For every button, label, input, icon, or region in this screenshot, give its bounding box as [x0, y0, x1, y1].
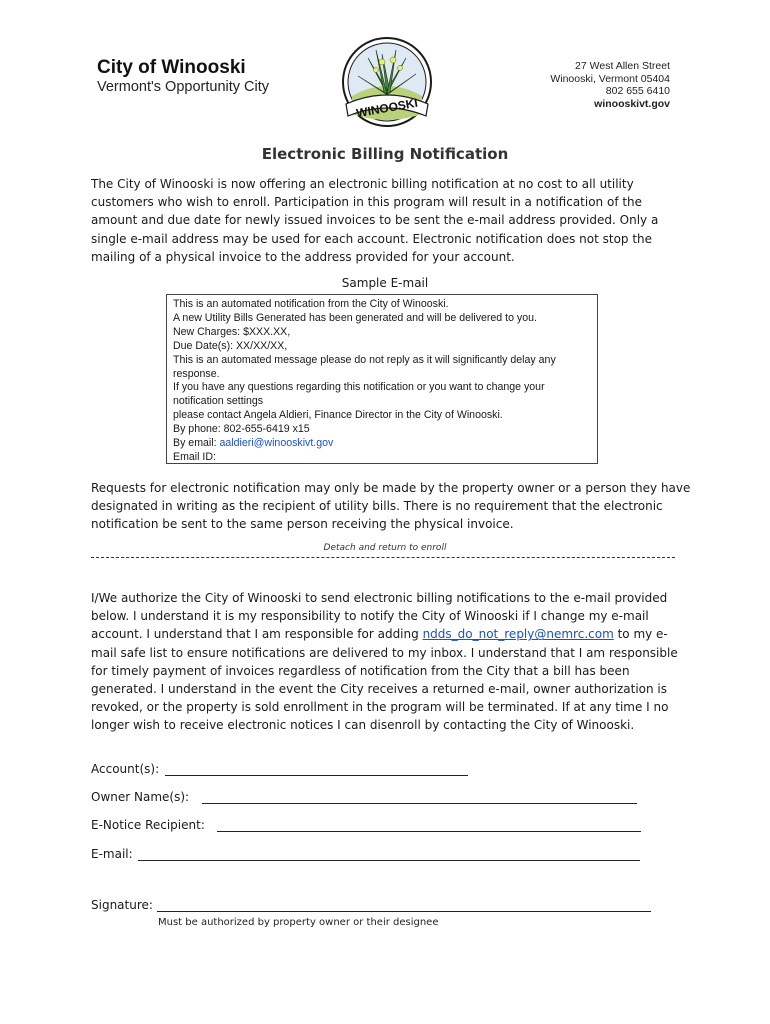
contact-email-link[interactable]: aaldieri@winooskivt.gov — [219, 437, 334, 450]
signature-input-line[interactable] — [157, 911, 651, 912]
city-seal-logo — [338, 36, 436, 128]
sample-line: A new Utility Bills Generated has been generated and will be delivered to you. — [173, 311, 537, 324]
org-name: City of Winooski — [97, 57, 246, 78]
authorization-text-2: to my e-mail safe list to ensure notifications are delivered to my inbox. I understand that I am responsible for timely payment of invoices regardless of notification from the City that a bill has been generated. I understand in the event the City receives a returned e-mail, owner authorization is revoked, or the property is sold enrollment in the program will be terminated. If at any time I no longer wish to receive electronic notices I can disenroll by contacting the City of Winooski. — [91, 627, 678, 733]
signature-field[interactable] — [91, 898, 653, 914]
accounts-field[interactable] — [91, 762, 471, 778]
requests-paragraph: Requests for electronic notification may only be made by the property owner or a person they have designated in writing as the recipient of utility bills. There is no requirement that the electronic notification be sent to the same person receiving the physical invoice. — [91, 481, 691, 532]
email-label: E-mail: — [91, 847, 133, 861]
sample-email-box — [166, 294, 598, 464]
sample-line: notification settings — [173, 395, 264, 408]
sample-line: This is an automated notification from the City of Winooski. — [173, 298, 449, 310]
email-input-line[interactable] — [138, 860, 640, 861]
recipient-field[interactable] — [91, 818, 643, 834]
signature-label: Signature: — [91, 898, 153, 912]
accounts-input-line[interactable] — [165, 775, 468, 776]
accounts-label: Account(s): — [91, 762, 160, 776]
recipient-label: E-Notice Recipient: — [91, 818, 205, 832]
intro-paragraph: The City of Winooski is now offering an electronic billing notification at no cost to all utility customers who wish to enroll. Participation in this program will result in a notification of the amount and due date for newly issued invoices to be sent the e-mail address provided. Only a single e-mail address may be used for each account. Electronic notification does not stop the mailing of a physical invoice to the address provided for your account. — [91, 177, 659, 264]
owner-names-input-line[interactable] — [202, 803, 637, 804]
sample-line: Due Date(s): XX/XX/XX, — [173, 339, 288, 352]
address-street: 27 West Allen Street — [575, 60, 670, 72]
address-block — [550, 60, 670, 110]
authorization-paragraph — [91, 589, 691, 735]
sample-email-id: Email ID: — [173, 450, 216, 463]
sample-line: response. — [173, 367, 220, 380]
org-tagline: Vermont's Opportunity City — [97, 79, 270, 95]
owner-names-label: Owner Name(s): — [91, 790, 190, 804]
sample-line: This is an automated message please do not reply as it will significantly delay any — [173, 353, 556, 366]
sample-line: please contact Angela Aldieri, Finance Director in the City of Winooski. — [173, 409, 503, 422]
sample-email-prefix: By email: — [173, 437, 220, 450]
noreply-email-link[interactable]: ndds_do_not_reply@nemrc.com — [422, 627, 614, 642]
email-field[interactable] — [91, 847, 642, 863]
recipient-input-line[interactable] — [217, 831, 641, 832]
signature-note: Must be authorized by property owner or their designee — [158, 917, 439, 928]
address-phone: 802 655 6410 — [605, 85, 670, 97]
sample-line: By phone: 802-655-6419 x15 — [173, 423, 310, 436]
sample-line: New Charges: $XXX.XX, — [173, 325, 291, 338]
detach-dashed-line — [91, 557, 675, 558]
sample-email-line — [173, 437, 591, 451]
address-city: Winooski, Vermont 05404 — [550, 72, 670, 85]
authorization-text-1: I/We authorize the City of Winooski to send electronic billing notifications to the e-mail provided below. I understand it is my responsibility to notify the City of Winooski if I change my e-mail account. I understand that I am responsible for adding — [91, 591, 668, 642]
detach-label: Detach and return to enroll — [323, 543, 447, 553]
logo-wordmark: WINOOSKI — [355, 95, 419, 121]
sample-line: If you have any questions regarding this notification or you want to change your — [173, 381, 545, 394]
owner-names-field[interactable] — [91, 790, 639, 806]
page-title: Electronic Billing Notification — [261, 145, 509, 163]
sample-email-label: Sample E-mail — [341, 276, 429, 290]
website-link[interactable]: winooskivt.gov — [594, 97, 670, 110]
